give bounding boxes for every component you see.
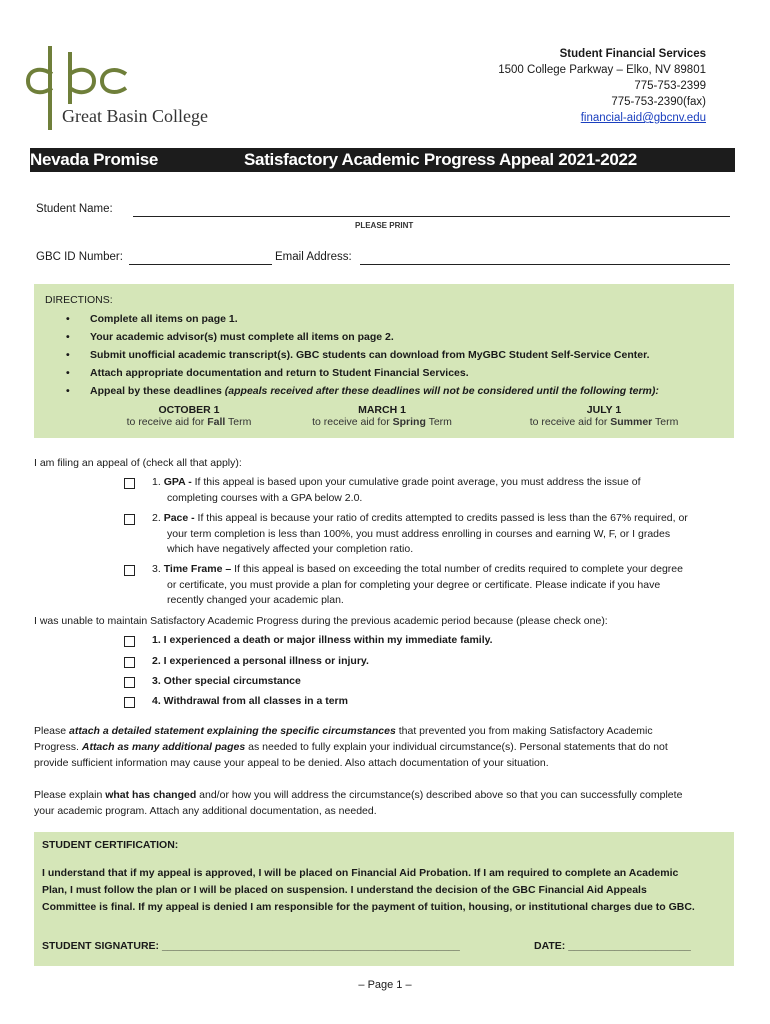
reason-family-checkbox[interactable] (124, 636, 135, 647)
statement-paragraph: Please attach a detailed statement explaining the specific circumstances that prevented you from making Satisfactory Academic Progress. Attach as many additional pages as needed to fully explain your individual circumstance(s). Personal statements that do not provide sufficient information may cause your appeal to be denied. Also attach documentation of your situation. (34, 725, 668, 769)
gbc-id-field[interactable] (129, 263, 272, 265)
certification-text: Plan, I must follow the plan or I will be placed on suspension. I understand the decision of the GBC Financial Aid Appeals (42, 884, 647, 896)
reason-other: 3. Other special circumstance (152, 675, 301, 687)
contact-block (498, 46, 706, 126)
form-title: Satisfactory Academic Progress Appeal 2021-2022 (244, 150, 637, 169)
appeal-option-gpa: 1. GPA - If this appeal is based upon your cumulative grade point average, you must address the issue of completing courses with a GPA below 2.0. (152, 476, 641, 504)
directions-box: DIRECTIONS: • Complete all items on page 1. • Your academic advisor(s) must complete all items on page 2. • Submit unofficial academic transcript(s). GBC students can download from MyGBC Student Self-Service Center. • Attach appropriate documentation and return to Student Financial Services. • Appeal by these deadlines (appeals received after these deadlines will not be considered until the following term): OCTOBER 1 to receive aid for Fall Term MARCH 1 to receive aid for Spring Term JULY 1 to receive aid for Summer Term (34, 284, 734, 438)
appeal-gpa-checkbox[interactable] (124, 478, 135, 489)
student-name-field[interactable] (133, 215, 730, 217)
deadline-summer: JULY 1 to receive aid for Summer Term (529, 404, 679, 428)
reason-personal-checkbox[interactable] (124, 657, 135, 668)
reason-other-checkbox[interactable] (124, 677, 135, 688)
gbc-logo (22, 44, 208, 134)
what-changed-paragraph: Please explain what has changed and/or how you will address the circumstance(s) described above so that you can successfully complete your academic program. Attach any additional documentation, as needed. (34, 789, 683, 817)
appeal-pace-checkbox[interactable] (124, 514, 135, 525)
deadline-fall: OCTOBER 1 to receive aid for Fall Term (126, 404, 252, 428)
office-address: 1500 College Parkway – Elko, NV 89801 (498, 64, 706, 76)
appeal-timeframe-checkbox[interactable] (124, 565, 135, 576)
appeal-intro: I am filing an appeal of (check all that apply): (34, 457, 242, 469)
certification-title: STUDENT CERTIFICATION: (42, 839, 179, 851)
date-field[interactable]: DATE: _____________________ (534, 940, 691, 952)
appeal-option-timeframe: 3. Time Frame – If this appeal is based on exceeding the total number of credits required to complete your degree or certificate, you must provide a plan for completing your degree or certificate. Please indicate if you have recently changed your academic plan. (152, 563, 683, 606)
reason-withdrawal-checkbox[interactable] (124, 697, 135, 708)
reason-withdrawal: 4. Withdrawal from all classes in a term (152, 695, 348, 707)
signature-field[interactable]: STUDENT SIGNATURE: ___________________________________________________ (42, 940, 460, 952)
page-number: – Page 1 – (358, 979, 412, 991)
reason-personal: 2. I experienced a personal illness or injury. (152, 655, 369, 667)
directions-title: DIRECTIONS: (45, 294, 113, 306)
office-fax: 775-753-2390(fax) (611, 96, 706, 108)
office-name: Student Financial Services (559, 48, 706, 60)
title-bar (30, 148, 735, 172)
gbc-id-label: GBC ID Number: (36, 251, 123, 263)
program-title: Nevada Promise (30, 150, 159, 169)
certification-box (34, 832, 734, 966)
email-label: Email Address: (275, 251, 352, 263)
appeal-option-pace: 2. Pace - If this appeal is because your ratio of credits attempted to credits passed is less than the 67% required, or your term completion is less than 100%, you must address enrolling in courses and earning W, F, or I grades which have negatively affected your completion ratio. (152, 512, 688, 555)
certification-text: I understand that if my appeal is approved, I will be placed on Financial Aid Probation. If I am required to complete an Academic (42, 867, 679, 879)
office-email-link[interactable]: financial-aid@gbcnv.edu (580, 112, 706, 124)
please-print-note: PLEASE PRINT (355, 221, 414, 230)
office-phone: 775-753-2399 (634, 80, 706, 92)
deadline-spring: MARCH 1 to receive aid for Spring Term (312, 404, 452, 428)
unable-intro: I was unable to maintain Satisfactory Academic Progress during the previous academic period because (please check one): (34, 615, 608, 627)
certification-text: Committee is final. If my appeal is denied I am responsible for the payment of tuition, housing, or institutional charges due to GBC. (42, 901, 695, 913)
reason-family: 1. I experienced a death or major illness within my immediate family. (152, 634, 493, 646)
student-name-label: Student Name: (36, 203, 113, 215)
email-field[interactable] (360, 263, 730, 265)
logo-text: Great Basin College (62, 106, 208, 126)
